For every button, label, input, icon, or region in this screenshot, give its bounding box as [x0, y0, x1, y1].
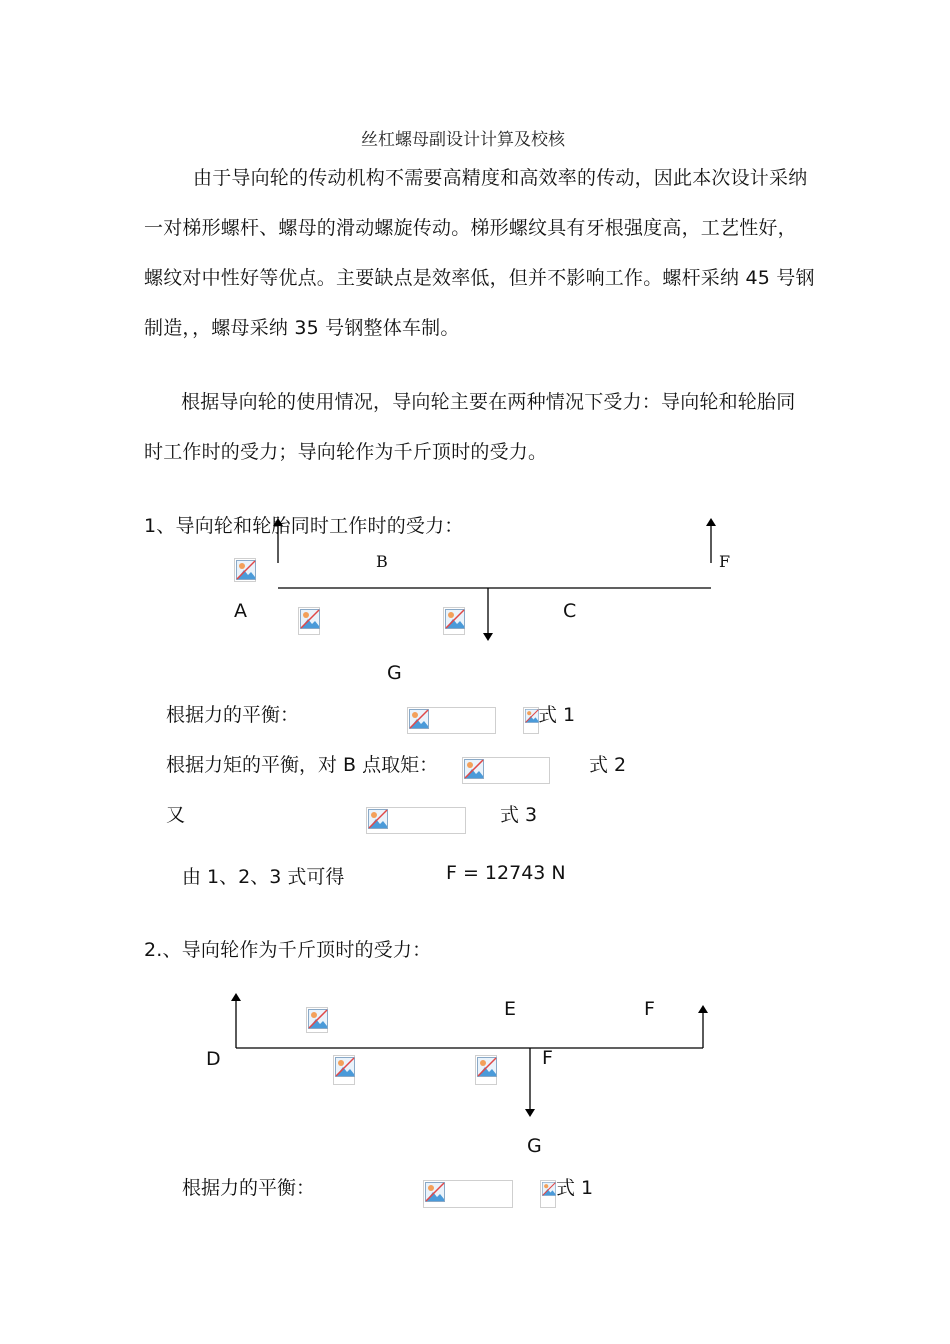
broken-image-icon [409, 709, 429, 729]
s2-eq1-tag: 式 1 [556, 1177, 594, 1199]
label-f-top: F [644, 998, 655, 1020]
broken-image-icon [464, 759, 484, 779]
result-value: F = 12743 N [446, 862, 566, 884]
label-f-mid: F [542, 1047, 553, 1069]
broken-image-icon [425, 1182, 445, 1202]
formula-image [462, 757, 550, 784]
formula-image [475, 1055, 497, 1085]
intro-line-3: 螺纹对中性好等优点。主要缺点是效率低，但并不影响工作。螺杆采纳 45 号钢 [144, 267, 815, 289]
eq3-label: 又 [166, 804, 186, 826]
formula-image [540, 1180, 556, 1208]
formula-image [423, 1180, 513, 1208]
s2-eq1-label: 根据力的平衡： [182, 1177, 316, 1199]
label-c: C [563, 600, 577, 622]
usage-line-2: 时工作时的受力；导向轮作为千斤顶时的受力。 [144, 441, 548, 463]
label-g: G [387, 662, 402, 684]
broken-image-icon [477, 1057, 497, 1077]
label-f: F [719, 552, 731, 571]
eq1-label: 根据力的平衡： [166, 704, 300, 726]
result-label: 由 1、2、3 式可得 [182, 866, 345, 888]
page-title: 丝杠螺母副设计计算及校核 [361, 130, 565, 150]
eq1-tag: 式 1 [538, 704, 576, 726]
label-g2: G [527, 1135, 542, 1157]
broken-image-icon [445, 609, 465, 629]
formula-image [298, 607, 320, 635]
formula-image [443, 607, 465, 635]
broken-image-icon [308, 1009, 328, 1029]
broken-image-icon [300, 609, 320, 629]
formula-image [366, 807, 466, 834]
usage-line-1: 根据导向轮的使用情况，导向轮主要在两种情况下受力：导向轮和轮胎同 [181, 391, 796, 413]
broken-image-icon [542, 1182, 556, 1196]
eq2-tag: 式 2 [589, 754, 627, 776]
label-b: B [376, 552, 388, 571]
formula-image [333, 1055, 355, 1085]
section2-heading: 2.、导向轮作为千斤顶时的受力： [144, 939, 432, 961]
broken-image-icon [236, 560, 256, 580]
broken-image-icon [525, 709, 539, 723]
eq3-tag: 式 3 [500, 804, 538, 826]
label-e: E [504, 998, 517, 1020]
broken-image-icon [335, 1057, 355, 1077]
broken-image-icon [368, 809, 388, 829]
section1-heading: 1、导向轮和轮胎同时工作时的受力： [144, 515, 464, 537]
formula-image [306, 1007, 328, 1033]
formula-image [407, 707, 496, 734]
intro-line-4: 制造，，螺母采纳 35 号钢整体车制。 [144, 317, 460, 339]
eq2-label: 根据力矩的平衡，对 B 点取矩： [166, 754, 439, 776]
label-a: A [234, 600, 247, 622]
intro-line-1: 由于导向轮的传动机构不需要高精度和高效率的传动，因此本次设计采纳 [193, 167, 808, 189]
intro-line-2: 一对梯形螺杆、螺母的滑动螺旋传动。梯形螺纹具有牙根强度高，工艺性好， [144, 217, 797, 239]
label-d: D [206, 1048, 221, 1070]
formula-image [523, 707, 539, 734]
formula-image [234, 558, 256, 582]
